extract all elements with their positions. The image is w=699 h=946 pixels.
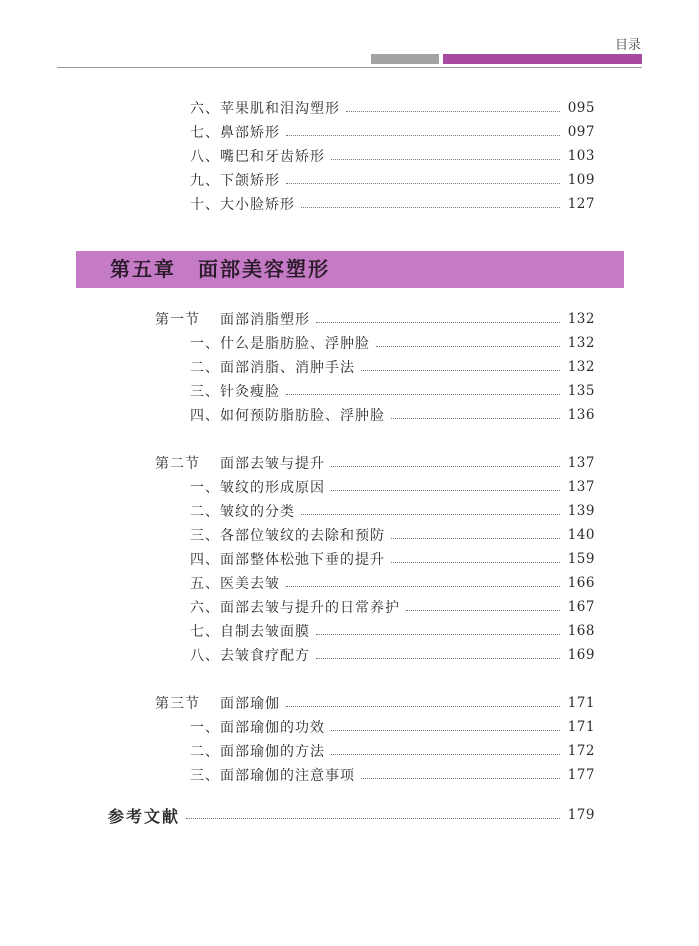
toc-section-label [155, 453, 329, 473]
toc-entry-label: 一、面部瑜伽的功效 [190, 720, 325, 736]
toc-entry-page: 127 [567, 196, 595, 212]
toc-entry-label: 七、自制去皱面膜 [190, 624, 310, 640]
toc-entry[interactable] [190, 121, 595, 143]
toc-entry-page: 103 [567, 148, 595, 164]
toc-entry[interactable] [190, 356, 595, 378]
toc-entry-label: 四、如何预防脂肪脸、浮肿脸 [190, 408, 385, 424]
toc-leader-dots [331, 465, 560, 467]
toc-entry-page: 166 [567, 575, 595, 591]
toc-entry-page: 172 [567, 743, 595, 759]
toc-leader-dots [316, 321, 560, 323]
chapter-title [110, 251, 330, 288]
toc-leader-dots [316, 633, 560, 635]
toc-leader-dots [346, 110, 560, 112]
running-header-title: 目录 [614, 38, 641, 53]
toc-entry-label: 八、嘴巴和牙齿矫形 [190, 149, 325, 165]
toc-entry-label: 六、苹果肌和泪沟塑形 [190, 101, 340, 117]
toc-leader-dots [301, 206, 560, 208]
toc-entry-page: 169 [567, 647, 595, 663]
toc-entry[interactable] [190, 380, 595, 402]
toc-entry[interactable] [190, 716, 595, 738]
toc-section-entry[interactable] [155, 308, 595, 330]
toc-leader-dots [391, 561, 560, 563]
section-title: 面部去皱与提升 [220, 456, 325, 472]
toc-entry[interactable] [190, 524, 595, 546]
toc-leader-dots [286, 134, 560, 136]
references-label: 参考文献 [108, 806, 181, 826]
toc-leader-dots [331, 729, 560, 731]
toc-leader-dots [316, 657, 560, 659]
toc-entry-page: 136 [567, 407, 595, 423]
toc-entry-page: 137 [567, 479, 595, 495]
toc-references-entry[interactable] [108, 804, 595, 826]
toc-leader-dots [301, 513, 560, 515]
section-number: 第三节 [155, 696, 200, 712]
section-number: 第二节 [155, 456, 200, 472]
toc-entry[interactable] [190, 332, 595, 354]
toc-leader-dots [331, 489, 560, 491]
toc-entry-label: 一、什么是脂肪脸、浮肿脸 [190, 336, 370, 352]
toc-leader-dots [361, 369, 560, 371]
toc-entry[interactable] [190, 548, 595, 570]
toc-leader-dots [286, 705, 560, 707]
toc-entry-page: 171 [567, 695, 595, 711]
header-bar-purple [443, 54, 642, 64]
toc-entry-label: 四、面部整体松弛下垂的提升 [190, 552, 385, 568]
toc-entry[interactable] [190, 764, 595, 786]
section-number: 第一节 [155, 312, 200, 328]
toc-entry[interactable] [190, 500, 595, 522]
toc-section-label [155, 309, 314, 329]
toc-entry[interactable] [190, 644, 595, 666]
toc-entry-page: 168 [567, 623, 595, 639]
header-bar-gray [371, 54, 439, 64]
toc-entry-page: 137 [567, 455, 595, 471]
toc-entry-label: 九、下颌矫形 [190, 173, 280, 189]
toc-entry[interactable] [190, 169, 595, 191]
section-title: 面部消脂塑形 [220, 312, 310, 328]
toc-entry-page: 171 [567, 719, 595, 735]
toc-entry-page: 132 [567, 311, 595, 327]
toc-entry-page: 140 [567, 527, 595, 543]
toc-entry[interactable] [190, 740, 595, 762]
toc-entry-page: 167 [567, 599, 595, 615]
toc-entry[interactable] [190, 572, 595, 594]
toc-entry-label: 一、皱纹的形成原因 [190, 480, 325, 496]
toc-entry-label: 八、去皱食疗配方 [190, 648, 310, 664]
toc-leader-dots [331, 753, 560, 755]
section-title: 面部瑜伽 [220, 696, 280, 712]
toc-leader-dots [391, 417, 560, 419]
toc-entry-page: 132 [567, 335, 595, 351]
toc-entry[interactable] [190, 193, 595, 215]
toc-section-entry[interactable] [155, 692, 595, 714]
toc-entry-page: 135 [567, 383, 595, 399]
toc-entry-page: 095 [567, 100, 595, 116]
toc-entry-label: 二、面部瑜伽的方法 [190, 744, 325, 760]
toc-entry[interactable] [190, 97, 595, 119]
toc-section-entry[interactable] [155, 452, 595, 474]
chapter-number: 第五章 [110, 257, 176, 281]
header-rule [57, 67, 642, 68]
toc-entry-label: 六、面部去皱与提升的日常养护 [190, 600, 400, 616]
toc-entry-label: 十、大小脸矫形 [190, 197, 295, 213]
toc-leader-dots [391, 537, 560, 539]
toc-leader-dots [361, 777, 560, 779]
toc-section-label [155, 693, 284, 713]
toc-entry-page: 159 [567, 551, 595, 567]
toc-entry-page: 109 [567, 172, 595, 188]
chapter-heading-band[interactable] [76, 251, 624, 288]
toc-entry-page: 177 [567, 767, 595, 783]
toc-entry-page: 097 [567, 124, 595, 140]
toc-entry[interactable] [190, 620, 595, 642]
toc-entry-label: 二、面部消脂、消肿手法 [190, 360, 355, 376]
toc-entry-label: 二、皱纹的分类 [190, 504, 295, 520]
toc-leader-dots [376, 345, 560, 347]
chapter-name: 面部美容塑形 [198, 257, 330, 281]
toc-entry[interactable] [190, 476, 595, 498]
toc-leader-dots [286, 393, 560, 395]
toc-entry[interactable] [190, 596, 595, 618]
references-page: 179 [567, 807, 595, 823]
toc-leader-dots [331, 158, 560, 160]
toc-entry-label: 七、鼻部矫形 [190, 125, 280, 141]
toc-entry-label: 五、医美去皱 [190, 576, 280, 592]
toc-entry-page: 132 [567, 359, 595, 375]
toc-leader-dots [286, 182, 560, 184]
toc-entry[interactable] [190, 404, 595, 426]
toc-entry-page: 139 [567, 503, 595, 519]
toc-leader-dots [186, 817, 560, 819]
toc-entry-label: 三、面部瑜伽的注意事项 [190, 768, 355, 784]
toc-leader-dots [286, 585, 560, 587]
toc-entry[interactable] [190, 145, 595, 167]
toc-leader-dots [406, 609, 560, 611]
toc-entry-label: 三、针灸瘦脸 [190, 384, 280, 400]
toc-entry-label: 三、各部位皱纹的去除和预防 [190, 528, 385, 544]
